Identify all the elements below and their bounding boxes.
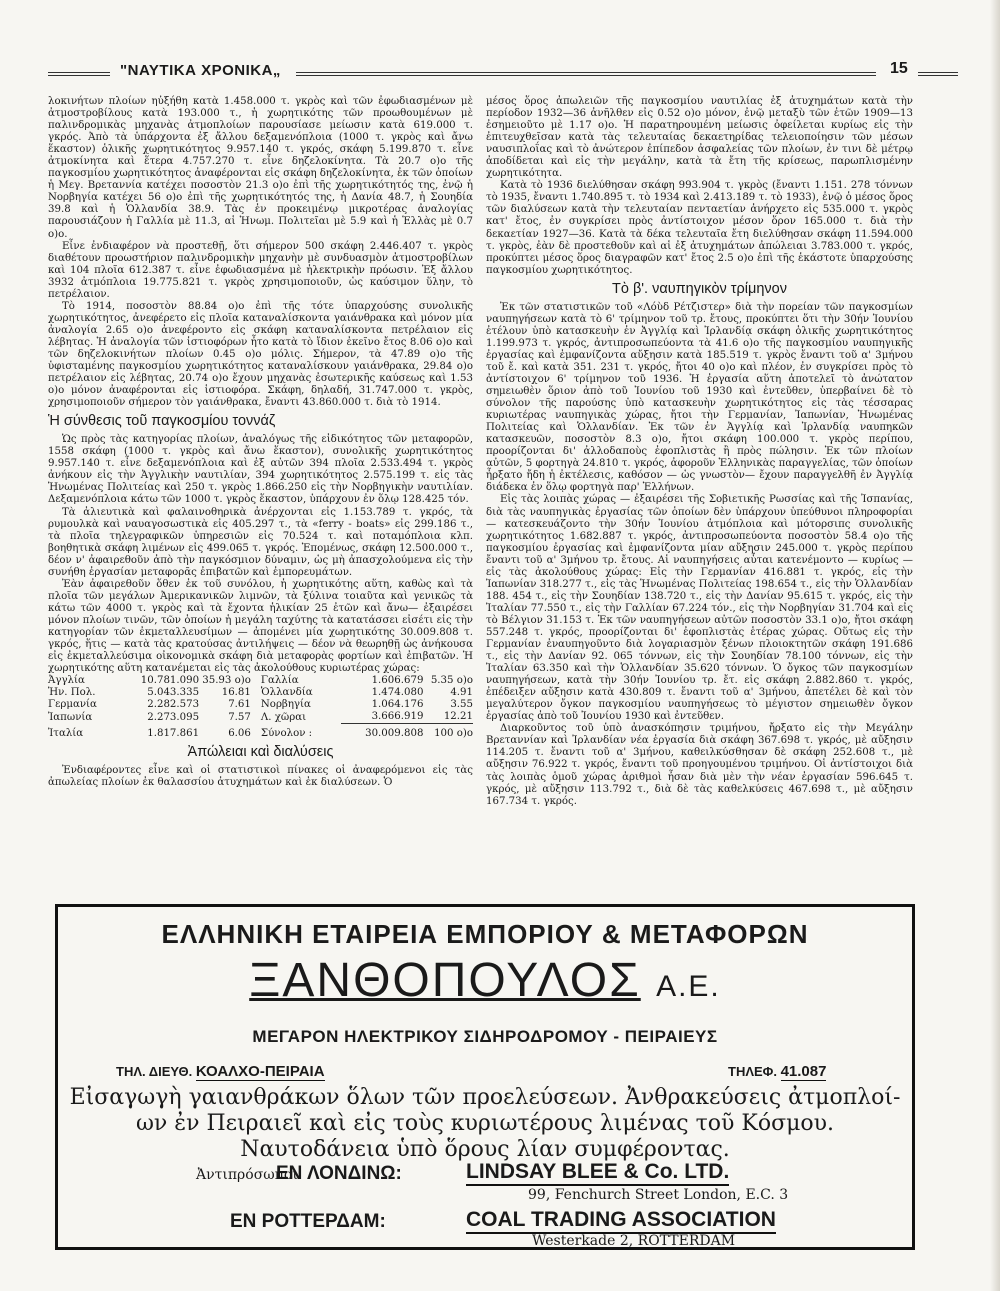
table-cell: 1.817.861 — [147, 728, 200, 740]
table-cell: 30.009.808 — [365, 728, 424, 740]
paragraph: Τὰ ἁλιευτικὰ καὶ φαλαινοθηρικὰ ἀνέρχονται εἰς 1.153.789 τ. γκρός, τὰ ρυμουλκὰ καὶ ναυαγοσωστικὰ εἰς 405.297 τ., τὰ «ferry - boats» εἰς 299.186 τ., τὰ πλοῖα τηλεγραφικῶν ὑπηρεσιῶν εἰς 70.524 τ. καὶ ποταμόπλοια κλπ. βοηθητικὰ σκάφη λιμένων εἰς 499.065 τ. γκρός. Ἐπομένως, σκάφη 12.500.000 τ., δέον ν' ἀφαιρεθοῦν ἀπὸ τὴν παγκόσμιον δύναμιν, ὡς μὴ ἀπασχολούμενα εἰς τὴν συνήθη ἐργασίαν μεταφορᾶς ἐπιβατῶν καὶ ἐμπορευμάτων. — [48, 506, 473, 578]
table-cell: 5.043.335 — [147, 687, 200, 699]
paragraph: Τὸ 1914, ποσοστὸν 88.84 ο)ο ἐπὶ τῆς τότε ὑπαρχούσης συνολικῆς χωρητικότητος, ἀνεφέρετο εἰς πλοῖα καταναλίσκοντα γαιάνθρακα καὶ μόνον μία ἀναλογία 2.65 ο)ο ἀνεφέροντο εἰς σκάφη καταναλίσκοντα πετρέλαιον εἰς λέβητας. Ἡ ἀναλογία τῶν ἱστιοφόρων ἦτο κατὰ τὸ ἴδιον ἐκεῖνο ἔτος 8.06 ο)ο καὶ τῶν δηζελοκινήτων πλοίων 0.45 ο)ο μόλις. Σήμερον, τὰ 47.89 ο)ο τῆς ὑφισταμένης παγκοσμίου χωρητικότητος καταναλίσκουν γαιάνθρακα, 29.84 ο)ο πετρέλαιον εἰς λέβητας, 20.74 ο)ο ἔχουν μηχανὰς ἐσωτερικῆς καύσεως καὶ 1.53 ο)ο μόνον ἀναφέρονται εἰς ἱστιοφόρα. Σκάφη, δηλαδή, 31.747.000 τ. γκρὸς, χρησιμοποιοῦν σήμερον τὸν γαιάνθρακα, ἔναντι 43.860.000 τ. διὰ τὸ 1914. — [48, 300, 473, 409]
table-cell: 7.57 — [228, 711, 251, 723]
ad-body-line: Ναυτοδάνεια ὑπὸ ὅρους λίαν συμφέροντας. — [240, 1137, 730, 1162]
page-binding-shadow — [990, 0, 1000, 1291]
table-cell: Γερμανία — [48, 699, 97, 711]
ad-company-type: ΕΛΛΗΝΙΚΗ ΕΤΑΙΡΕΙΑ ΕΜΠΟΡΙΟΥ & ΜΕΤΑΦΟΡΩΝ — [161, 919, 809, 949]
table-cell: Ὁλλανδία — [260, 687, 313, 699]
table-cell: 12.21 — [443, 711, 473, 723]
table-cell: Γαλλία — [260, 675, 299, 687]
paragraph: μέσος ὅρος ἀπωλειῶν τῆς παγκοσμίου ναυτιλίας ἐξ ἀτυχημάτων κατὰ τὴν περίοδον 1932—36 ἀνῆλθεν εἰς 0.52 ο)ο μόνον, ἐνῷ μεταξὺ τῶν ἐτῶν 1909—13 ἐσημειοῦτο μὲ 1.17 ο)ο. Ἡ παρατηρουμένη μείωσις ὀφείλεται κυρίως εἰς τὴν ἐπιτευχθεῖσαν κατὰ τὰς τελευταίας δεκαετηρίδας τελειοποίησιν τῶν μέσων ναυσιπλοΐας καὶ τὸ ἀνώτερον ἐπίπεδον ἀσφαλείας τῶν πλοίων, ἐν τινι δὲ μέτρῳ ἀποδίδεται καὶ εἰς τὴν μεγάλην, κατὰ τὰ ἔτη τῆς κρίσεως, παρωπλισμένην χωρητικότητα. — [486, 96, 913, 180]
table-row — [48, 687, 473, 699]
section-heading: Ἡ σύνθεσις τοῦ παγκοσμίου τοννάζ — [48, 413, 276, 430]
ad-agent-city: ΕΝ ΛΟΝΔΙΝΩ: — [276, 1163, 402, 1184]
table-row — [48, 711, 473, 724]
table-cell: 6.06 — [228, 728, 251, 740]
paragraph: Ἐὰν ἀφαιρεθοῦν ὅθεν ἐκ τοῦ συνόλου, ἡ χωρητικότης αὕτη, καθὼς καὶ τὰ πλοῖα τῶν μεγάλων Ἀμερικανικῶν λιμνῶν, τὰ ξύλινα τοιαῦτα καὶ γενικῶς τὰ κάτω τῶν 4000 τ. γκρὸς καὶ τὰ ἔχοντα ἡλικίαν 25 ἐτῶν καὶ ἄνω— ἐξαιρέσει μόνον πλοίων τινῶν, τῶν ὁποίων ἡ μεγάλη ταχύτης τὰ κατατάσσει εἰσέτι εἰς τὴν κατηγορίαν τῶν ἐκμεταλλευσίμων — ἀπομένει μία χωρητικότης 30.009.808 τ. γκρός, ἥτις — κατὰ τὰς κρατούσας ἀντιλήψεις — δέον νὰ θεωρηθῇ ὡς ἀνήκουσα εἰς ἐκμεταλλεύσιμα οἰκονομικὰ σκάφη διὰ μεταφορὰς φορτίων καὶ ἐπιβατῶν. Ἡ χωρητικότης αὕτη κατανέμεται εἰς τὰς ἀκολούθους κυριωτέρας χώρας: — [48, 578, 473, 675]
page-number: 15 — [890, 60, 908, 77]
table-cell: Σύνολον : — [260, 728, 313, 740]
table-cell: 7.61 — [228, 699, 251, 711]
table-cell: Ἰταλία — [48, 728, 84, 740]
table-row — [48, 699, 473, 711]
table-cell: 1.474.080 — [371, 687, 424, 699]
table-cell: 2.282.573 — [147, 699, 200, 711]
paragraph: Διαρκοῦντος τοῦ ὑπὸ ἀνασκόπησιν τριμήνου, ἤρξατο εἰς τὴν Μεγάλην Βρεταννίαν καὶ Ἰρλανδίαν νέα ἐργασία διὰ σκάφη 367.698 τ. γκρός, μὲ αὔξησιν 114.205 τ. ἔναντι τοῦ α' 3μήνου, καθειλκύσθησαν δὲ σκάφη 252.608 τ., μὲ αὔξησιν 76.922 τ. γκρός, ἔναντι τοῦ προηγουμένου τριμήνου. Οἱ ἀντίστοιχοι διὰ τὰς λοιπὰς ὁμοῦ χώρας ἀριθμοὶ ἦσαν διὰ μὲν τὴν νέαν ἐργασίαν 596.645 τ. γκρός, μὲ αὔξησιν 113.792 τ., διὰ δὲ τὰς καθελκύσεις 467.698 τ., μὲ αὔξησιν 167.734 τ. γκρός. — [486, 723, 913, 807]
table-cell: Λ. χῶραι — [260, 711, 307, 723]
table-cell: Ἡν. Πολ. — [48, 687, 96, 699]
table-cell: 2.273.095 — [147, 711, 200, 723]
table-cell: 100 ο)ο — [434, 728, 473, 740]
header-rule — [296, 72, 876, 76]
table-cell: 5.35 ο)ο — [430, 675, 473, 687]
ad-body-line: ων ἐν Πειραιεῖ καὶ εἰς τοὺς κυριωτέρους λιμένας τοῦ Κόσμου. — [135, 1111, 835, 1136]
table-cell: 4.91 — [450, 687, 473, 699]
right-column — [486, 96, 913, 808]
table-cell: 1.064.176 — [371, 699, 424, 711]
ad-body-line: Εἰσαγωγὴ γαιανθράκων ὅλων τῶν προελεύσεων. Ἀνθρακεύσεις ἀτμοπλοί- — [69, 1085, 901, 1110]
ad-telegraph-value: ΚΟΑΛΧΟ-ΠΕΙΡΑΙΑ — [195, 1063, 325, 1080]
ad-address: ΜΕΓΑΡΟΝ ΗΛΕΚΤΡΙΚΟΥ ΣΙΔΗΡΟΔΡΟΜΟΥ - ΠΕΙΡΑΙΕΥΣ — [252, 1027, 718, 1046]
paragraph: Εἰς τὰς λοιπὰς χώρας — ἐξαιρέσει τῆς Σοβιετικῆς Ρωσσίας καὶ τῆς Ἰσπανίας, διὰ τὰς ναυπηγικὰς ἐργασίας τῶν ὁποίων δὲν ὑπάρχουν ὑπεύθυνοι πληροφορίαι — κατεσκευάζοντο τὴν 30ήν Ἰουνίου ἀτμόπλοια καὶ μότορσιπς συνολικῆς χωρητικότητος 1.682.887 τ. γκρός, ἀντιπροσωπεύοντα ποσοστὸν 58.4 ο)ο τῆς παγκοσμίου ἐργασίας καὶ ἐμφανίζοντα μίαν αὔξησιν 245.000 τ. γκρὸς περίπου ἔναντι τοῦ α' 3μήνου τρ. ἔτους. Αἱ ναυπηγήσεις αὗται κατενέμοντο — κυρίως — εἰς τὰς ἀκολούθους χώρας: Εἰς τὴν Γερμανίαν 416.881 τ. γκρός, εἰς τὴν Ἰαπωνίαν 318.277 τ., εἰς τὰς Ἡνωμένας Πολιτείας 198.654 τ., εἰς τὴν Ὁλλανδίαν 188. 454 τ., εἰς τὴν Σουηδίαν 138.720 τ., εἰς τὴν Δανίαν 95.615 τ. γκρός, εἰς τὴν Ἰταλίαν 77.550 τ., εἰς τὴν Γαλλίαν 67.224 τόν., εἰς τὴν Νορβηγίαν 31.704 καὶ εἰς τὸ Βέλγιον 31.153 τ. Ἐκ τῶν ναυπηγήσεων αὐτῶν ποσοστὸν 33.1 ο)ο, ἤτοι σκάφη 557.248 τ. γκρός, προορίζονται δι' ἐφοπλιστὰς ἑτέρας χώρας. Οὕτως εἰς τὴν Γερμανίαν ἐναυπηγοῦντο διὰ λογαριασμὸν ξένων πλοιοκτητῶν σκάφη 191.686 τ., εἰς τὴν Δανίαν 92. 065 τόννων, εἰς τὴν Σουηδίαν 78.100 τόννων, εἰς τὴν Ἰταλίαν 63.350 καὶ τὴν Ὁλλανδίαν 35.620 τόννων. Ὁ ὄγκος τῶν παγκοσμίων ναυπηγήσεων, κατὰ τὴν 30ήν Ἰουνίου τρ. ἔτ. εἰς σκάφη 2.882.860 τ. γκρός, ἐπέδειξεν αὔξησιν κατὰ 430.809 τ. ἔναντι τοῦ α' 3μήνου, ἀπετέλει δὲ καὶ τὸν μεγαλύτερον ὄγκον παγκοσμίου ναυπηγήσεως τὸ μέγιστον σημειωθὲν ὄγκον ἐργασίας ἀπὸ τοῦ Ἰουνίου 1930 καὶ ἐντεῦθεν. — [486, 494, 913, 723]
ad-body-text — [58, 1085, 912, 1163]
ad-phone-value: 41.087 — [780, 1063, 827, 1080]
ad-company-title: ΞΑΝΘΟΠΟΥΛΟΣ — [249, 954, 641, 1007]
page-header — [48, 60, 958, 84]
section-heading: Τὸ β'. ναυπηγικὸν τρίμηνον — [612, 280, 787, 297]
table-cell: 16.81 — [221, 687, 251, 699]
ad-agents-label: Ἀντιπρόσωποι: — [196, 1167, 303, 1183]
table-row-total — [48, 728, 473, 740]
ad-company-suffix: Α.Ε. — [656, 970, 721, 1003]
ad-telegraph — [116, 1063, 325, 1080]
paragraph: Κατὰ τὸ 1936 διελύθησαν σκάφη 993.904 τ. γκρὸς (ἔναντι 1.151. 278 τόννων τὸ 1935, ἔναντι 1.740.895 τ. τὸ 1934 καὶ 2.413.189 τ. τὸ 1933), ἐνῷ ὁ μέσος ὅρος τῶν διαλύσεων κατὰ τὴν τελευταίαν πενταετίαν ἀνήρχετο εἰς 535.000 τ. γκρὸς κατ' ἔτος, ἐν συγκρίσει πρὸς ἀντίστοιχον μέσον ὅρον 165.000 τ. διὰ τὴν δεκαετίαν 1927—36. Κατὰ τὰ δέκα τελευταῖα ἔτη διελύθησαν σκάφη 11.594.000 τ. γκρὸς, ἐὰν δὲ προστεθοῦν καὶ αἱ ἐξ ἀτυχημάτων ἀπώλειαι 3.783.000 τ. γκρός, προκύπτει μέσος ὅρος διαγραφῶν κατ' ἔτος 2.5 ο)ο ἐπὶ τῆς ἑκάστοτε ὑπαρχούσης παγκοσμίου χωρητικότητος. — [486, 180, 913, 276]
table-cell: 1.606.679 — [371, 675, 424, 687]
ad-agent-firm: COAL TRADING ASSOCIATION — [466, 1208, 776, 1234]
paragraph: Ἐκ τῶν στατιστικῶν τοῦ «Λόὺδ Ρέτζιστερ» διὰ τὴν πορείαν τῶν παγκοσμίων ναυπηγήσεων κατὰ τὸ 6' τρίμηνον τοῦ τρ. ἔτους, προκύπτει ὅτι τὴν 30ήν Ἰουνίου ἐτέλουν ὑπὸ κατασκευὴν ἐν Ἀγγλίᾳ καὶ Ἰρλανδίᾳ σκάφη ὁλικῆς χωρητικότητος 1.199.973 τ. γκρός, ἀντιπροσωπεύοντα τὰ 41.6 ο)ο τῆς παγκοσμίου ναυπηγικῆς ἐργασίας καὶ ἐμφανίζοντα αὔξησιν κατὰ 185.519 τ. γκρὸς ἔναντι τοῦ α' 3μήνου τοῦ ἔ. καὶ κατὰ 351. 231 τ. γκρός, ἤτοι 40 ο)ο καὶ πλέον, ἐν συγκρίσει πρὸς τὸ ἀντίστοιχον 6' τρίμηνον τοῦ 1936. Ἡ ἐργασία αὕτη ἀποτελεῖ τὸ ἀνώτατον σημειωθὲν ὅριον ἀπὸ τοῦ Ἰουνίου τοῦ 1930 καὶ ἐντεῦθεν, ὑπερβαίνει δὲ τὸ σύνολον τῆς παρούσης ὑπὸ κατασκευὴν χωρητικότητος εἰς τὰς τέσσαρας κυριωτέρας ναυπηγικὰς χώρας, ἤτοι τὴν Γερμανίαν, Ἰαπωνίαν, Ἡνωμένας Πολιτείας καὶ Ὁλλανδίαν. Ἐκ τῶν ἐν Ἀγγλίᾳ καὶ Ἰρλανδίᾳ ναυπηκῶν κατασκευῶν, ποσοστὸν 8.3 ο)ο, ἤτοι σκάφη 100.000 τ. γκρὸς περίπου, προορίζονται δι' ἀλλοδαποὺς ἐφοπλιστὰς ἢ πρὸς πώλησιν. Ἐκ τῶν πλοίων αὐτῶν, 5 φορτηγὰ 24.810 τ. γκρός, ἀφοροῦν Ἑλληνικὰς παραγγελίας, τῶν ὁποίων ἦρξατο ἤδη ἡ ἐκτέλεσις, καθόσον — ὡς γνωστὸν— ἔχουν παραγγελθῆ ἐν Ἀγγλίᾳ διάδεκα ἐν ὅλῳ φορτηγὰ παρ' Ἑλλήνων. — [486, 301, 913, 494]
ad-phone-label: ΤΗΛΕΦ. — [728, 1064, 777, 1079]
table-cell: 10.781.090 — [140, 675, 200, 687]
table-cell: Ἀγγλία — [48, 675, 85, 687]
paragraph: Ἐνδιαφέροντες εἶνε καὶ οἱ στατιστικοὶ πίνακες οἱ ἀναφερόμενοι εἰς τὰς ἀπωλείας πλοίων ἐκ θαλασσίου ἀτυχημάτων καὶ ἐκ διαλύσεων. Ὁ — [48, 765, 473, 789]
table-cell: 3.55 — [450, 699, 473, 711]
table-row — [48, 675, 473, 687]
advertisement-box — [55, 904, 915, 1250]
table-cell: Νορβηγία — [260, 699, 311, 711]
tonnage-table — [48, 675, 473, 740]
header-rule — [48, 72, 110, 76]
ad-company-name — [58, 953, 912, 1008]
ad-phone — [728, 1063, 826, 1080]
ad-agent-city: ΕΝ ΡΟΤΤΕΡΔΑΜ: — [230, 1211, 386, 1232]
ad-agent-address: Westerkade 2, ROTTERDAM — [532, 1233, 736, 1249]
ad-telegraph-label: ΤΗΛ. ΔΙΕΥΘ. — [116, 1064, 193, 1079]
ad-agent-firm: LINDSAY BLEE & Co. LTD. — [466, 1160, 729, 1186]
ad-agent-address: 99, Fenchurch Street London, E.C. 3 — [528, 1187, 789, 1203]
journal-title: "ΝΑΥΤΙΚΑ ΧΡΟΝΙΚΑ„ — [120, 62, 281, 79]
table-cell: 35.93 ο)ο — [202, 675, 251, 687]
paragraph: λοκινήτων πλοίων ηὐξήθη κατὰ 1.458.000 τ. γκρὸς καὶ τῶν ἐφωδιασμένων μὲ ἀτμοστροβίλους κατὰ 193.000 τ., ἡ χωρητικότης τῶν προωθουμένων μὲ παλινδρομικὰς μηχανὰς ἀτμοπλοίων παρουσίασε μείωσιν κατὰ 619.000 τ. γκρός. Ἀπὸ τὰ ὑπάρχοντα ἐξ ἄλλου δεξαμενόπλοια (1000 τ. γκρὸς καὶ ἄνω ἕκαστον) ὁλικῆς χωρητικότητος 9.957.140 τ. γκρός, σκάφη 5.199.870 τ. εἶνε ἀτμοκίνητα καὶ ἕτερα 4.757.270 τ. εἶνε δηζελοκίνητα. Τὰ 20.7 ο)ο τῆς παγκοσμίου χωρητικότητος ἀναφέρονται εἰς σκάφη δηζελοκίνητα, ἐκ τῶν ὁποίων ἡ Μεγ. Βρεταννία κατέχει ποσοστὸν 21.3 ο)ο ἐπὶ τῆς χωρητικότητός της, ἐνῷ ἡ Νορβηγία κατέχει 56 ο)ο ἐπὶ τῆς χωρητικότητός της, ἡ Δανία 48.7, ἡ Σουηδία 39.8 καὶ ἡ Ὁλλανδία 38.9. Τὰς ἐν προκειμένῳ μικροτέρας ἀναλογίας παρουσιάζουν ἡ Γαλλία μὲ 11.3, αἱ Ἡνωμ. Πολιτεῖαι μὲ 5.9 καὶ ἡ Ἑλλὰς μὲ 0.7 ο)ο. — [48, 96, 473, 240]
paragraph: Ὡς πρὸς τὰς κατηγορίας πλοίων, ἀναλόγως τῆς εἰδικότητος τῶν μεταφορῶν, 1558 σκάφη (1000 τ. γκρὸς καὶ ἄνω ἕκαστον), συνολικῆς χωρητικότητος 9.957.140 τ. εἶνε δεξαμενόπλοια καὶ ἐξ αὐτῶν 394 πλοῖα 2.533.494 τ. γκρὸς ἀνήκουν εἰς τὴν Ἀγγλικὴν ναυτιλίαν, 394 χωρητικότητος 2.575.199 τ. εἰς τὰς Ἡνωμένας Πολιτείας καὶ 250 τ. γκρὸς 1.866.250 εἰς τὴν Νορβηγικὴν ναυτιλίαν. Δεξαμενόπλοια κάτω τῶν 1000 τ. γκρὸς ἕκαστον, ὑπάρχουν ἐν ὅλῳ 128.425 τόν. — [48, 434, 473, 506]
left-column — [48, 96, 473, 789]
table-cell: 3.666.919 — [371, 711, 424, 723]
header-rule — [918, 72, 958, 76]
paragraph: Εἶνε ἐνδιαφέρον νὰ προστεθῇ, ὅτι σήμερον 500 σκάφη 2.446.407 τ. γκρὸς διαθέτουν προωστήριον παλινδρομικὴν μηχανὴν μὲ συνδυασμὸν ἀτμοστροβίλων καὶ 104 πλοῖα 612.387 τ. εἶνε ἐφωδιασμένα μὲ ἠλεκτρικὴν πρόωσιν. Ἐξ ἄλλου 3932 ἀτμόπλοια 19.775.821 τ. γκρὸς χρησιμοποιοῦν, ὡς καύσιμον ὕλην, τὸ πετρέλαιον. — [48, 240, 473, 300]
section-heading: Ἀπώλειαι καὶ διαλύσεις — [187, 744, 334, 761]
table-cell: Ἰαπωνία — [48, 711, 93, 723]
